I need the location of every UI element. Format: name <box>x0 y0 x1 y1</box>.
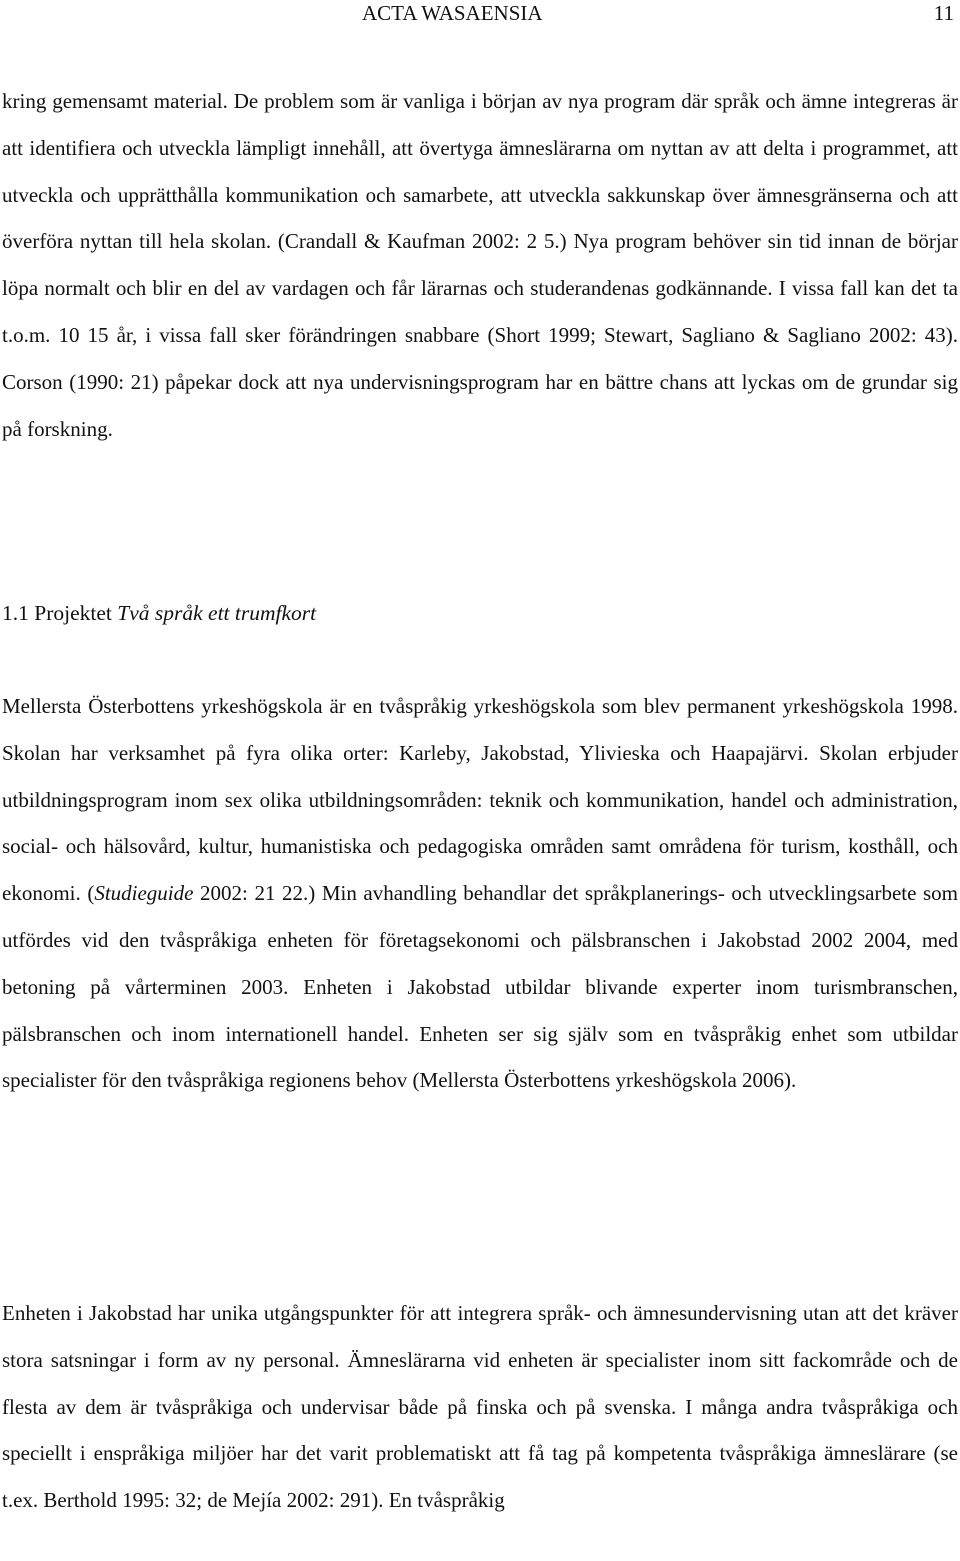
paragraph-text <box>2 683 958 1104</box>
paragraph-1 <box>2 78 958 452</box>
paragraph-text: kring gemensamt material. De problem som är vanliga i början av nya program där språk och ämne integreras är att identifiera och utveckla lämpligt innehåll, att övertyga ämneslärarna om nyttan av att delta i programmet, att utveckla och upprätthålla kommunikation och samarbete, att utveckla sakkunskap över ämnesgränserna och att överföra nyttan till hela skolan. (Crandall & Kaufman 2002: 2 5.) Nya program behöver sin tid innan de börjar löpa normalt och blir en del av vardagen och får lärarnas och studerandenas godkännande. I vissa fall kan det ta t.o.m. 10 15 år, i vissa fall sker förändringen snabbare (Short 1999; Stewart, Sagliano & Sagliano 2002: 43). Corson (1990: 21) påpekar dock att nya undervisningsprogram har en bättre chans att lyckas om de grundar sig på forskning. <box>2 89 958 441</box>
paragraph-text-part: 2002: 21 22.) Min avhandling behandlar det språkplanerings- och utvecklingsarbete som utfördes vid den tvåspråkiga enheten för företagsekonomi och pälsbranschen i Jakobstad 2002 2004, med betoning på vårterminen 2003. Enheten i Jakobstad utbildar blivande experter inom turismbranschen, pälsbranschen och inom internationell handel. Enheten ser sig själv som en tvåspråkig enhet som utbildar specialister för den tvåspråkiga regionens behov (Mellersta Österbottens yrkeshögskola 2006). <box>2 881 959 1093</box>
paragraph-3 <box>2 1290 958 1524</box>
section-heading <box>2 590 958 636</box>
paragraph-text: Enheten i Jakobstad har unika utgångspunkter för att integrera språk- och ämnesundervisning utan att det kräver stora satsningar i form av ny personal. Ämneslärarna vid enheten är specialister inom sitt fackområde och de flesta av dem är tvåspråkiga och undervisar både på finska och på svenska. I många andra tvåspråkiga och speciellt i enspråkiga miljöer har det varit problematiskt att få tag på kompetenta tvåspråkiga ämneslärare (se t.ex. Berthold 1995: 32; de Mejía 2002: 291). En tvåspråkig <box>2 1301 958 1513</box>
paragraph-text-part: Mellersta Österbottens yrkeshögskola är en tvåspråkig yrkeshögskola som blev permanent yrkeshögskola 1998. Skolan har verksamhet på fyra olika orter: Karleby, Jakobstad, Ylivieska och Haapajärvi. Skolan erbjuder utbildningsprogram inom sex olika utbildningsområden: teknik och kommunikation, handel och administration, social- och hälsovård, kultur, humanistiska och pedagogiska områden samt områdena för turism, kosthåll, och ekonomi. ( <box>2 694 958 906</box>
section-title: Två språk ett trumfkort <box>117 601 317 625</box>
section-number: 1.1 <box>2 601 29 625</box>
italic-reference: Studieguide <box>94 881 194 906</box>
paragraph-2 <box>2 683 958 1104</box>
page-number: 11 <box>933 1 954 25</box>
section-prefix: Projektet <box>34 601 112 625</box>
running-header <box>0 0 960 26</box>
journal-title: ACTA WASAENSIA <box>362 1 543 25</box>
